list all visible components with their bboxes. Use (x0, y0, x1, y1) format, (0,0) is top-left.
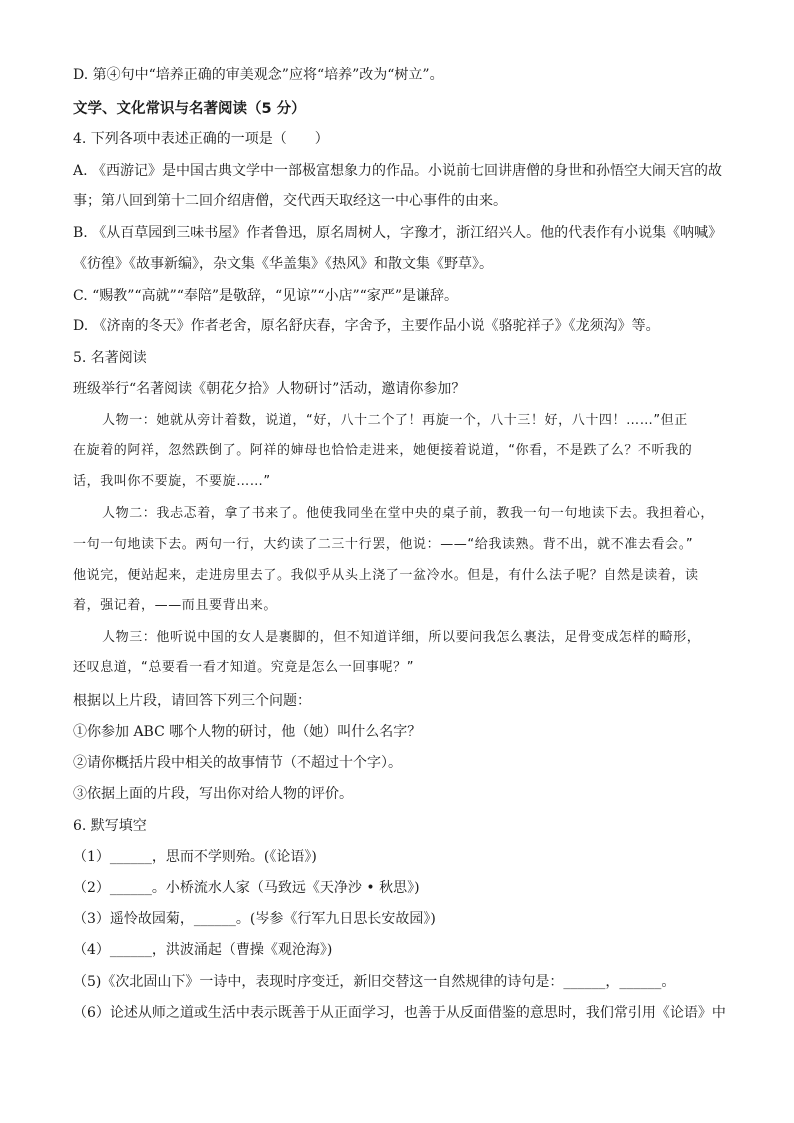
q5-passage3-line2: 还叹息道，“总要看一看才知道。究竟是怎么一回事呢？” (73, 660, 415, 675)
q5-sub-question-1: ①你参加 ABC 哪个人物的研讨，他（她）叫什么名字？ (73, 724, 422, 740)
q6-item-4: （4）______，洪波涌起（曹操《观沧海》) (73, 942, 333, 958)
q5-passage1-line2: 在旋着的阿祥，忽然跌倒了。阿祥的婶母也恰恰走进来，她便接着说道，“你看，不是跌了么？不听我的 (73, 443, 693, 458)
q5-passage2-line3: 他说完，便站起来，走进房里去了。我似乎从头上浇了一盆冷水。但是，有什么法子呢？自然是读着，读 (73, 568, 699, 583)
q5-passage2-line4: 着，强记着，——而且要背出来。 (73, 598, 278, 613)
q5-passage2-line1: 人物二：我忐忑着，拿了书来了。他使我同坐在堂中央的桌子前，教我一句一句地读下去。我担着心， (102, 506, 715, 521)
q4-stem: 4. 下列各项中表述正确的一项是（ ） (73, 131, 329, 147)
section-title: 文学、文化常识与名著阅读（5 分） (73, 101, 306, 117)
q4-option-c: C. “赐教”“高就”“奉陪”是敬辞，“见谅”“小店”“家严”是谦辞。 (73, 288, 458, 304)
q5-ask: 根据以上片段，请回答下列三个问题： (73, 693, 311, 709)
q5-title: 5. 名著阅读 (73, 350, 147, 366)
q4-option-b-line2: 《彷徨》《故事新编》，杂文集《华盖集》《热风》和散文集《野草》。 (73, 256, 493, 272)
q6-item-6: （6）论述从师之道或生活中表示既善于从正面学习，也善于从反面借鉴的意思时，我们常引用《论语》中 (73, 1005, 726, 1021)
q4-option-a-line2: 事；第八回到第十二回介绍唐僧，交代西天取经这一中心事件的由来。 (73, 193, 507, 209)
q5-intro: 班级举行“名著阅读《朝花夕拾》人物研讨”活动，邀请你参加？ (73, 381, 466, 397)
q5-passage1-line1: 人物一：她就从旁计着数，说道，“好，八十二个了！再旋一个，八十三！好，八十四！……”但正 (102, 413, 688, 428)
q4-option-b-line1: B. 《从百草园到三味书屋》作者鲁迅，原名周树人，字豫才，浙江绍兴人。他的代表作有小说集《呐喊》 (73, 225, 723, 241)
q4-option-d: D. 《济南的冬天》作者老舍，原名舒庆春，字舍予，主要作品小说《骆驼祥子》《龙须沟》等。 (73, 318, 660, 334)
q6-item-5: （5)《次北固山下》一诗中，表现时序变迁，新旧交替这一自然规律的诗句是：______，______。 (73, 974, 676, 990)
q6-title: 6. 默写填空 (73, 818, 147, 834)
q5-passage2-line2: 一句一句地读下去。两句一行，大约读了二三十行罢，他说：——“给我读熟。背不出，就不准去看会。” (73, 537, 694, 552)
q6-item-2: （2）______。小桥流水人家（马致远《天净沙 • 秋思》) (73, 880, 420, 896)
q6-item-1: （1）______，思而不学则殆。(《论语》) (73, 849, 317, 865)
q3-option-d: D. 第④句中“培养正确的审美观念”应将“培养”改为“树立”。 (73, 67, 444, 83)
q5-sub-question-2: ②请你概括片段中相关的故事情节（不超过十个字）。 (73, 755, 402, 771)
q5-sub-question-3: ③依据上面的片段，写出你对给人物的评价。 (73, 786, 353, 802)
q5-passage1-line3: 话，我叫你不要旋，不要旋……” (73, 474, 271, 489)
q5-passage3-line1: 人物三：他听说中国的女人是裹脚的，但不知道详细，所以要问我怎么裹法，足骨变成怎样的畸形， (102, 630, 701, 645)
q6-item-3: （3）遥怜故园菊，______。(岑参《行军九日思长安故园》) (73, 911, 436, 927)
q4-option-a-line1: A. 《西游记》是中国古典文学中一部极富想象力的作品。小说前七回讲唐僧的身世和孙悟空大闹天宫的故 (73, 163, 723, 179)
